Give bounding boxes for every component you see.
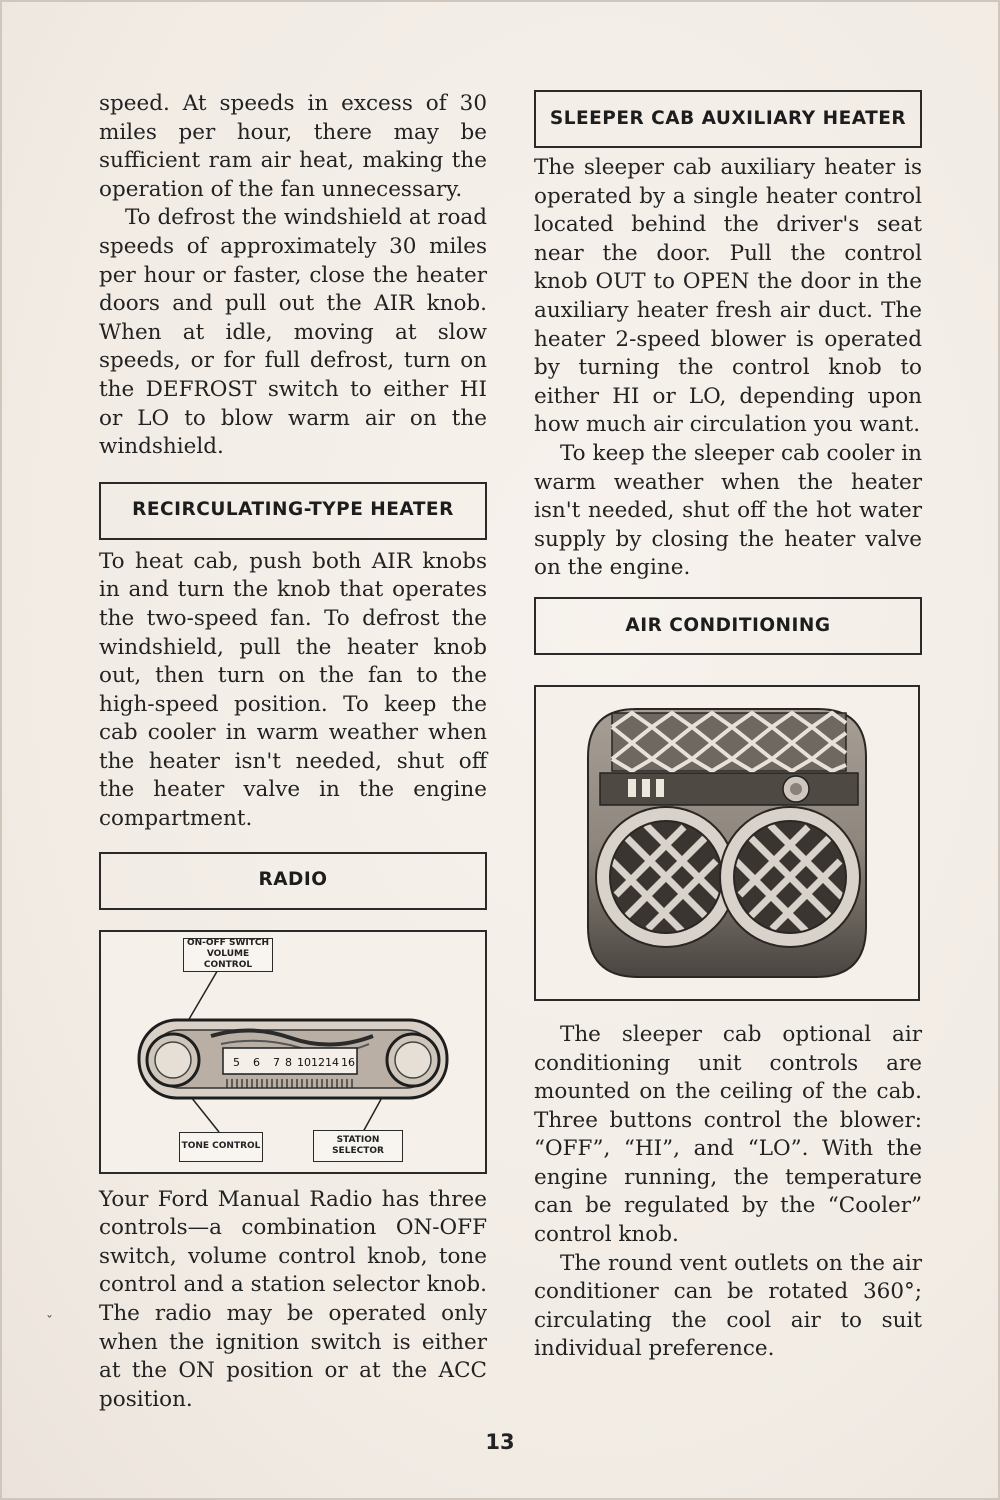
radio-paragraph: Your Ford Manual Radio has three controls—a combination ON-OFF switch, volume control knob, tone control and a station selector knob. The radio may be operated only when the ignition switch is either at the ON position or at the ACC position.	[99, 1186, 487, 1412]
callout-on-off-switch	[183, 938, 273, 972]
dial-number: 10	[297, 1055, 311, 1069]
air-conditioning-heading-text: AIR CONDITIONING	[625, 614, 831, 636]
left-round-vent	[596, 807, 736, 947]
dial-number: 14	[325, 1055, 339, 1069]
sleeper-cab-heater-heading-text: SLEEPER CAB AUXILIARY HEATER	[549, 107, 907, 129]
blower-button-lo	[656, 779, 664, 797]
dial-number: 5	[233, 1055, 240, 1069]
radio-heading-text: RADIO	[258, 869, 328, 891]
intro-paragraph: speed. At speeds in excess of 30 miles per hour, there may be sufficient ram air heat, making the operation of the fan unnecessary.	[99, 91, 487, 202]
air-conditioner-figure	[534, 685, 920, 1001]
right-column	[534, 90, 922, 1364]
blower-button-off	[628, 779, 636, 797]
dial-number: 16	[341, 1055, 355, 1069]
dial-number: 12	[311, 1055, 325, 1069]
callout-station-text: STATION SELECTOR	[332, 1134, 384, 1156]
air-conditioning-paragraph: The sleeper cab optional air conditioning unit controls are mounted on the ceiling of the cab. Three buttons control the blower: “OFF”, “HI”, and “LO”. With the engine running, the temperature can be regulated by the “Cooler” control knob.	[534, 1021, 922, 1248]
radio-heading	[99, 852, 487, 910]
callout-station-selector	[313, 1130, 403, 1162]
recirculating-heater-paragraph: To heat cab, push both AIR knobs in and turn the knob that operates the two-speed fan. To defrost the windshield, pull the heater knob out, then turn on the fan to the high-speed position. To keep the cab cooler in warm weather when the heater isn't needed, shut off the heater valve in the engine compartment.	[99, 548, 487, 832]
air-conditioning-heading	[534, 597, 922, 655]
dial-number: 6	[253, 1055, 260, 1069]
right-round-vent	[720, 807, 860, 947]
blower-button-hi	[642, 779, 650, 797]
sleeper-cab-heater-paragraph: The sleeper cab auxiliary heater is operated by a single heater control located behind the driver's seat near the door. Pull the control knob OUT to OPEN the door in the auxiliary heater fresh air duct. The heater 2-speed blower is operated by turning the control knob to either HI or LO, depending upon how much air circulation you want.	[534, 155, 922, 438]
callout-on-off-text: ON-OFF SWITCH VOLUME CONTROL	[186, 938, 270, 971]
dial-number: 8	[285, 1055, 292, 1069]
station-knob-inner	[395, 1042, 431, 1078]
radio-illustration	[101, 932, 485, 1172]
cooler-knob-center	[790, 783, 802, 795]
air-conditioner-illustration	[536, 687, 918, 999]
callout-tone-control	[179, 1132, 263, 1162]
callout-tone-text: TONE CONTROL	[181, 1141, 261, 1152]
ac-control-strip	[600, 773, 858, 805]
tone-knob-inner	[155, 1042, 191, 1078]
defrost-paragraph: To defrost the windshield at road speeds of approximately 30 miles per hour or faster, close the heater doors and pull out the AIR knob. When at idle, moving at slow speeds, or for full defrost, turn on the DEFROST switch to either HI or LO to blow warm air on the windshield.	[99, 205, 487, 460]
vent-outlets-paragraph: The round vent outlets on the air conditioner can be rotated 360°; circulating the cool air to suit individual preference.	[534, 1250, 922, 1362]
stray-mark: ˇ	[46, 1314, 53, 1330]
sleeper-cab-heater-heading	[534, 90, 922, 148]
page-number: 13	[485, 1430, 515, 1454]
radio-figure	[99, 930, 487, 1174]
recirculating-heater-heading	[99, 482, 487, 540]
recirculating-heater-heading-text: RECIRCULATING-TYPE HEATER	[132, 499, 454, 521]
dial-number: 7	[273, 1055, 280, 1069]
sleeper-cab-cooler-paragraph: To keep the sleeper cab cooler in warm weather when the heater isn't needed, shut off the hot water supply by closing the heater valve on the engine.	[534, 440, 922, 581]
left-column	[99, 90, 487, 1414]
